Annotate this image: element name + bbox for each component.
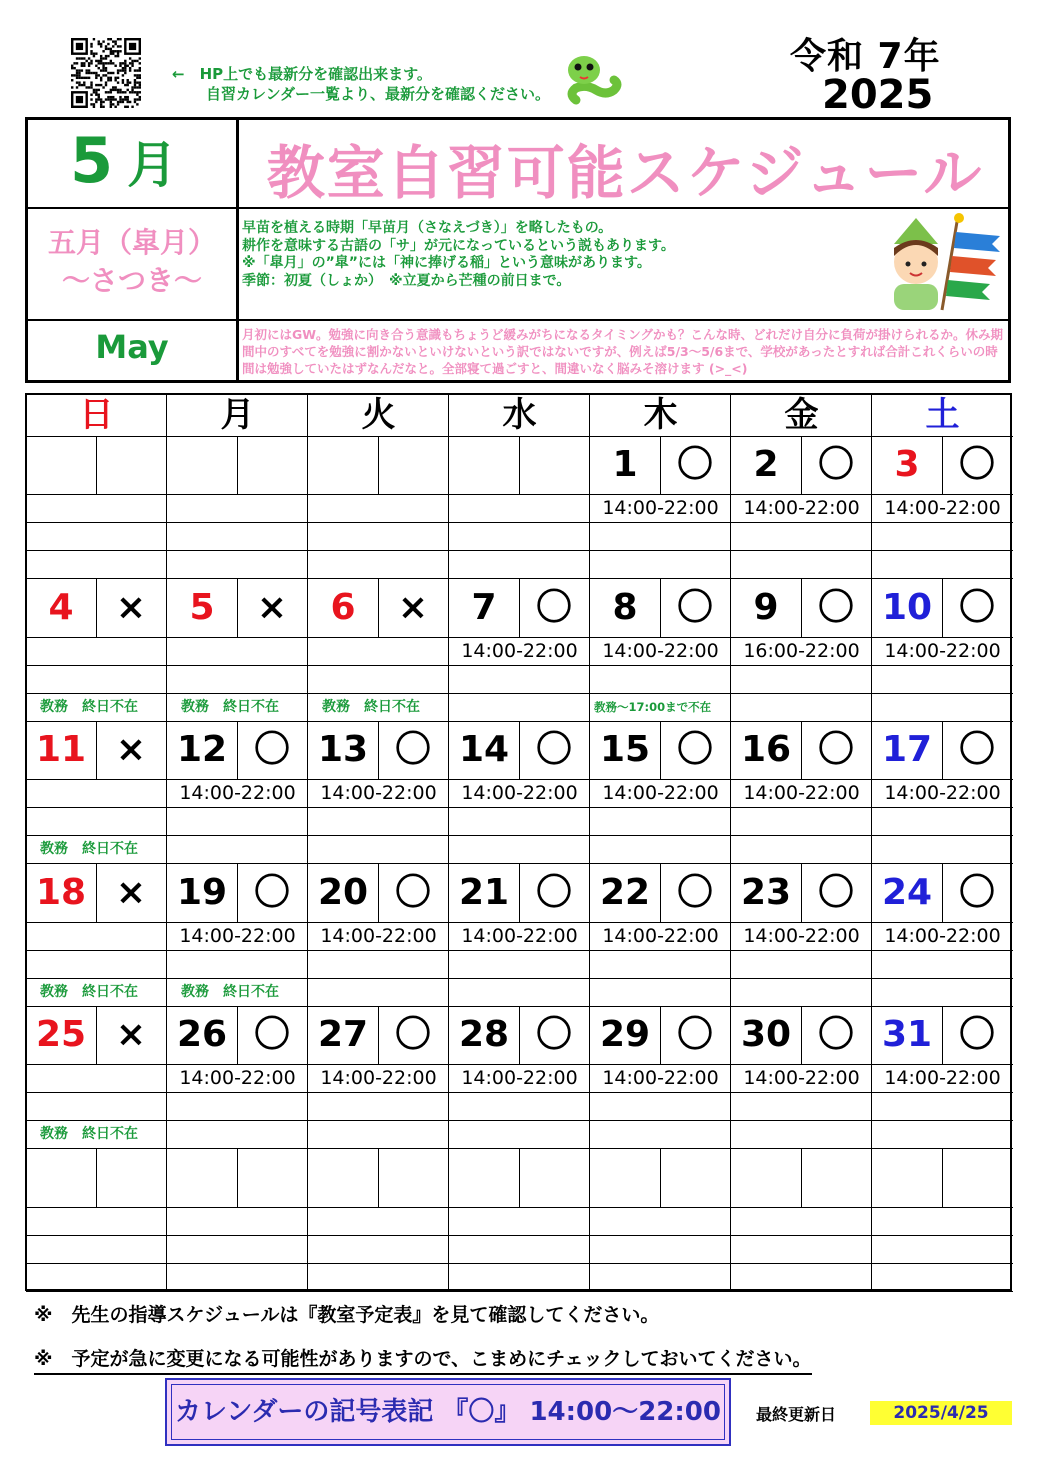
day-number: 8 (612, 586, 638, 628)
open-hours: 14:00-22:00 (320, 782, 437, 804)
availability-mark: 〇 (253, 871, 290, 913)
staff-note: 教務 終日不在 (40, 698, 138, 715)
koinobori-boy-icon (872, 210, 1008, 314)
footer-note-2: ※ 予定が急に変更になる可能性がありますので、こまめにチェックしておいてください。 (34, 1344, 812, 1375)
row-divider (26, 1291, 1013, 1292)
day-number: 3 (894, 444, 920, 485)
open-hours: 14:00-22:00 (884, 924, 1001, 947)
availability-mark: 〇 (958, 444, 995, 485)
qr-code-image (70, 38, 142, 108)
column-divider (448, 394, 449, 1290)
open-hours: 14:00-22:00 (602, 639, 719, 662)
open-hours: 14:00-22:00 (743, 924, 860, 947)
open-hours: 14:00-22:00 (602, 497, 719, 519)
cell-inner-divider (519, 436, 520, 494)
availability-mark: 〇 (817, 729, 854, 770)
day-number: 11 (35, 729, 87, 770)
open-hours: 16:00-22:00 (743, 639, 860, 662)
month-description (242, 220, 675, 290)
open-hours: 14:00-22:00 (179, 782, 296, 804)
month-number: 5 (70, 124, 114, 197)
availability-mark: × (115, 871, 147, 913)
hp-note-line2: 自習カレンダー一覧より、最新分を確認ください。 (206, 85, 551, 103)
open-hours: 14:00-22:00 (602, 924, 719, 947)
legend-text: カレンダーの記号表記 『〇』 14:00～22:00 (175, 1397, 721, 1427)
availability-mark: × (397, 586, 429, 628)
english-month: May (95, 328, 169, 366)
weekday-header: 金 (784, 395, 819, 435)
kanji-name-line2: ～さつき～ (61, 264, 202, 297)
day-number: 13 (317, 729, 369, 770)
row-divider (26, 550, 1013, 551)
weekday-header: 土 (925, 395, 960, 435)
open-hours: 14:00-22:00 (461, 1067, 578, 1089)
row-divider (26, 807, 1013, 808)
day-number: 6 (330, 586, 356, 628)
day-number: 26 (176, 1014, 228, 1055)
snake-mascot-icon (562, 50, 622, 108)
weekday-header: 木 (643, 395, 678, 435)
open-hours: 14:00-22:00 (884, 497, 1001, 519)
open-hours: 14:00-22:00 (320, 1067, 437, 1089)
day-number: 19 (176, 871, 228, 913)
availability-mark: × (115, 1014, 147, 1055)
staff-note: 教務 終日不在 (322, 698, 420, 715)
availability-mark: 〇 (676, 729, 713, 770)
row-divider (26, 1207, 1013, 1208)
open-hours: 14:00-22:00 (320, 924, 437, 947)
open-hours: 14:00-22:00 (743, 782, 860, 804)
availability-mark: 〇 (253, 1014, 290, 1055)
availability-mark: 〇 (535, 729, 572, 770)
availability-mark: 〇 (394, 871, 431, 913)
open-hours: 14:00-22:00 (743, 1067, 860, 1089)
day-number: 30 (740, 1014, 792, 1055)
day-number: 29 (599, 1014, 651, 1055)
availability-mark: 〇 (958, 871, 995, 913)
month-note: 月初にはGW。勉強に向き合う意識もちょうど緩みがちになるタイミングかも？こんな時、どれだけ自分に負荷が掛けられるか。休み期間中のすべてを勉強に割かないといけないという訳ではないですが、例えば5/3～5/6まで、学校があったとすれば合計これくらいの時間は勉強していたはずなんだなと。全部寝て過ごすと、間違いなく脳みそ溶けます (>_<) (242, 327, 1004, 376)
availability-mark: 〇 (817, 586, 854, 628)
cell-inner-divider (942, 1149, 943, 1207)
desc-line: 耕作を意味する古語の「サ」が元になっているという説もあります。 (242, 237, 675, 254)
day-number: 9 (753, 586, 779, 628)
weekday-header: 水 (502, 395, 537, 435)
desc-line: 季節：初夏（しょか） ※立夏から芒種の前日まで。 (242, 272, 571, 289)
cell-inner-divider (378, 1149, 379, 1207)
row-divider (26, 1235, 1013, 1236)
footer-note-1: ※ 先生の指導スケジュールは『教室予定表』を見て確認してください。 (34, 1304, 660, 1326)
cell-inner-divider (519, 1149, 520, 1207)
month-label (70, 124, 177, 197)
column-divider (871, 394, 872, 1290)
availability-mark: × (115, 586, 147, 628)
staff-note: 教務～17:00まで不在 (594, 699, 712, 714)
day-number: 27 (317, 1014, 369, 1055)
availability-mark: 〇 (817, 1014, 854, 1055)
availability-mark: 〇 (676, 871, 713, 913)
availability-mark: 〇 (676, 444, 713, 485)
row-divider (26, 522, 1013, 523)
last-updated-label: 最終更新日 (756, 1405, 837, 1424)
availability-mark: 〇 (394, 1014, 431, 1055)
availability-mark: 〇 (676, 586, 713, 628)
staff-note: 教務 終日不在 (181, 698, 279, 715)
cell-inner-divider (237, 436, 238, 494)
day-number: 16 (740, 729, 792, 770)
availability-mark: × (115, 729, 147, 770)
availability-mark: 〇 (958, 729, 995, 770)
availability-mark: 〇 (817, 444, 854, 485)
cell-inner-divider (96, 436, 97, 494)
day-number: 2 (753, 444, 779, 485)
hp-note-line1: ← HP上でも最新分を確認出来ます。 (172, 65, 432, 83)
last-updated-date: 2025/4/25 (870, 1401, 1012, 1425)
day-number: 5 (189, 586, 215, 628)
day-number: 12 (176, 729, 228, 770)
day-number: 4 (48, 586, 74, 628)
cell-inner-divider (96, 1149, 97, 1207)
availability-mark: 〇 (958, 1014, 995, 1055)
day-number: 17 (881, 729, 933, 770)
open-hours: 14:00-22:00 (602, 782, 719, 804)
open-hours: 14:00-22:00 (461, 782, 578, 804)
row-divider (26, 1092, 1013, 1093)
year: 2025 (822, 72, 934, 118)
day-number: 14 (458, 729, 510, 770)
row-divider (26, 1120, 1013, 1121)
weekday-header: 日 (79, 395, 114, 435)
staff-note: 教務 終日不在 (181, 983, 279, 1000)
column-divider (589, 394, 590, 1290)
day-number: 18 (35, 871, 87, 913)
open-hours: 14:00-22:00 (602, 1067, 719, 1089)
cell-inner-divider (660, 1149, 661, 1207)
hp-note (172, 64, 550, 104)
availability-mark: × (256, 586, 288, 628)
weekday-header: 火 (361, 395, 396, 435)
day-number: 20 (317, 871, 369, 913)
availability-mark: 〇 (253, 729, 290, 770)
month-japanese-name (28, 224, 236, 300)
row-divider (26, 950, 1013, 951)
day-number: 7 (471, 586, 497, 628)
day-number: 28 (458, 1014, 510, 1055)
column-divider (730, 394, 731, 1290)
kanji-name-line1: 五月（皐月） (47, 226, 216, 259)
day-number: 10 (881, 586, 933, 628)
availability-mark: 〇 (535, 1014, 572, 1055)
cell-inner-divider (378, 436, 379, 494)
row-divider (26, 835, 1013, 836)
availability-mark: 〇 (535, 871, 572, 913)
day-number: 22 (599, 871, 651, 913)
open-hours: 14:00-22:00 (179, 1067, 296, 1089)
day-number: 21 (458, 871, 510, 913)
staff-note: 教務 終日不在 (40, 841, 138, 857)
open-hours: 14:00-22:00 (884, 782, 1001, 804)
era-year: 令和 7年 (790, 36, 941, 77)
day-number: 1 (612, 444, 638, 485)
cell-inner-divider (801, 1149, 802, 1207)
availability-mark: 〇 (958, 586, 995, 628)
cell-inner-divider (237, 1149, 238, 1207)
open-hours: 14:00-22:00 (461, 924, 578, 947)
staff-note: 教務 終日不在 (40, 1126, 138, 1142)
open-hours: 14:00-22:00 (743, 497, 860, 519)
availability-mark: 〇 (535, 586, 572, 628)
availability-mark: 〇 (817, 871, 854, 913)
page-title: 教室自習可能スケジュール (266, 139, 984, 207)
day-number: 23 (740, 871, 792, 913)
day-number: 24 (881, 871, 933, 913)
desc-line: 早苗を植える時期「早苗月（さなえづき）」を略したもの。 (242, 220, 613, 236)
availability-mark: 〇 (676, 1014, 713, 1055)
row-divider (26, 665, 1013, 666)
month-kanji: 月 (127, 136, 178, 194)
column-divider (307, 394, 308, 1290)
row-divider (26, 1263, 1013, 1264)
open-hours: 14:00-22:00 (179, 924, 296, 947)
availability-mark: 〇 (394, 729, 431, 770)
desc-line: ※「皐月」の”皐”には「神に捧げる稲」という意味があります。 (242, 255, 651, 271)
day-number: 15 (599, 729, 651, 770)
day-number: 31 (881, 1014, 933, 1055)
open-hours: 14:00-22:00 (461, 639, 578, 662)
open-hours: 14:00-22:00 (884, 639, 1001, 662)
day-number: 25 (35, 1014, 87, 1055)
staff-note: 教務 終日不在 (40, 983, 138, 1000)
weekday-header: 月 (220, 395, 255, 435)
open-hours: 14:00-22:00 (884, 1067, 1001, 1089)
